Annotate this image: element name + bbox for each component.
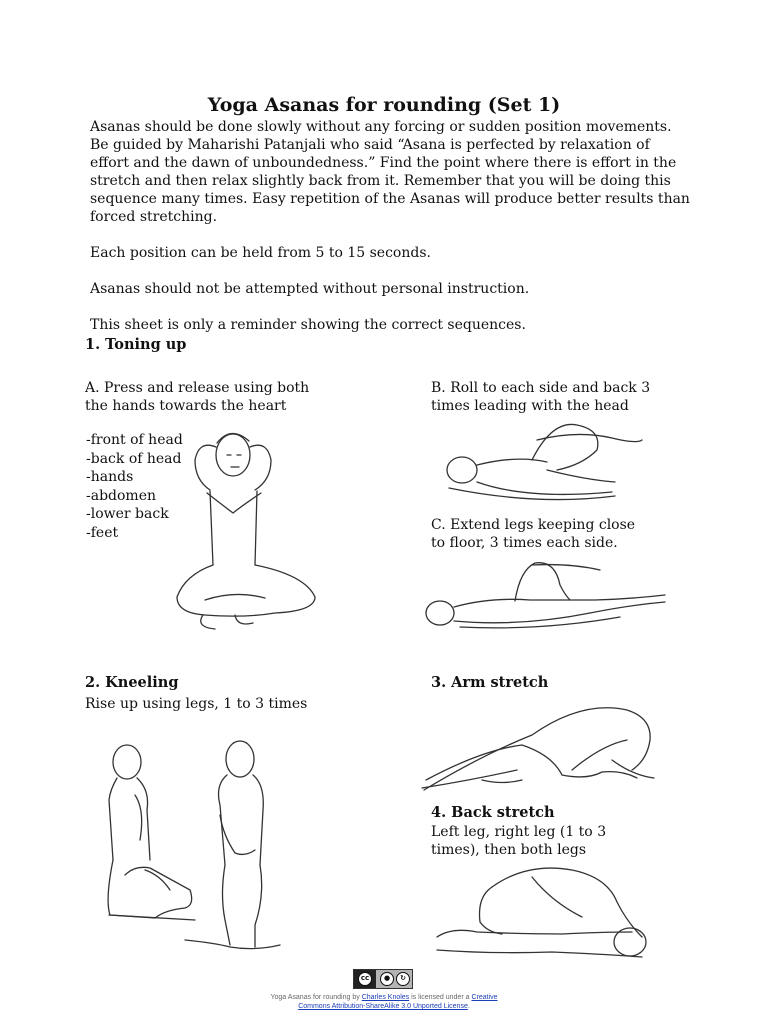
- list-item: -hands: [86, 469, 134, 485]
- step-b-text: B. Roll to each side and back 3 times leading with the head: [431, 380, 651, 414]
- license-footer: [0, 993, 768, 1011]
- author-link[interactable]: Charles Knoles: [361, 994, 410, 1001]
- cc-icon: cc: [358, 972, 372, 986]
- kneeling-text: Rise up using legs, 1 to 3 times: [85, 696, 308, 712]
- license-link[interactable]: Creative: [471, 994, 498, 1001]
- footer-period: .: [467, 1003, 470, 1010]
- intro: [90, 118, 690, 352]
- list-item: -feet: [86, 524, 119, 541]
- section-heading-arm-stretch: 3. Arm stretch: [431, 674, 549, 691]
- work-title: Yoga Asanas for rounding: [270, 994, 351, 1001]
- figure-rolling-knees-to-chest: [437, 410, 657, 510]
- section-heading-back-stretch: 4. Back stretch: [431, 804, 555, 821]
- by-icon: ●: [380, 972, 394, 986]
- footer-by: by: [350, 994, 362, 1001]
- page-title: Yoga Asanas for rounding (Set 1): [207, 94, 561, 116]
- intro-paragraph: Asanas should be done slowly without any forcing or sudden position movements. Be guided by Maharishi Patanjali who said “Asana is perfected by relaxation of effort and the dawn of unboundedness.” Find the point where there is effort in the stretch and then relax slightly back from it. Remember that you will be doing this sequence many times. Easy repetition of the Asanas will produce better results than forced stretching.: [90, 119, 690, 225]
- intro-paragraph: Each position can be held from 5 to 15 seconds.: [90, 245, 431, 261]
- section-heading-kneeling: 2. Kneeling: [85, 674, 179, 691]
- list-item: -front of head: [86, 432, 183, 448]
- step-a-text: A. Press and release using both the hands towards the heart: [85, 380, 310, 414]
- sa-icon: ↻: [396, 972, 410, 986]
- list-item: -abdomen: [86, 487, 157, 504]
- creative-commons-logo-icon[interactable]: [353, 969, 413, 989]
- seated-forward-bend-figure: [432, 862, 657, 962]
- standing-on-knees-figure: [185, 735, 285, 965]
- step-c-text: C. Extend legs keeping close to floor, 3 times each side.: [431, 517, 636, 551]
- intro-paragraph: This sheet is only a reminder showing the correct sequences.: [90, 317, 526, 333]
- footer-licensed: is licensed under a: [409, 994, 472, 1001]
- section-heading-toning-up: 1. Toning up: [85, 336, 187, 353]
- figure-lying-leg-extended: [420, 555, 670, 635]
- intro-paragraph: Asanas should not be attempted without personal instruction.: [90, 281, 530, 297]
- list-item: -lower back: [86, 506, 169, 522]
- list-item: -back of head: [86, 450, 182, 467]
- child-pose-arm-stretch-figure: [422, 700, 657, 795]
- back-stretch-text: Left leg, right leg (1 to 3 times), then both legs: [431, 824, 607, 858]
- license-link[interactable]: Commons Attribution-ShareAlike 3.0 Unported License: [298, 1003, 468, 1010]
- seated-figure-hands-on-head: [165, 415, 335, 640]
